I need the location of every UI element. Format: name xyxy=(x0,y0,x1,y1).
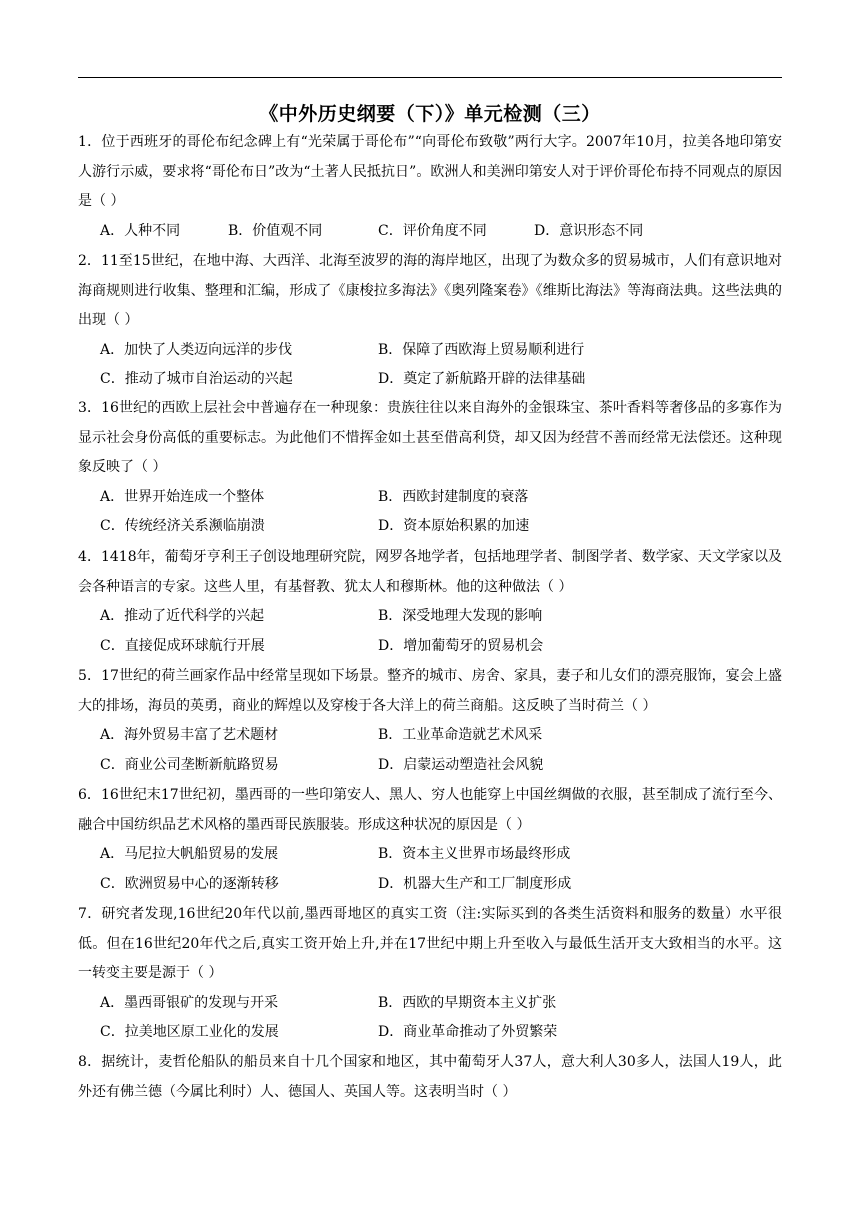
question-2 xyxy=(78,247,782,395)
question-options xyxy=(78,632,782,662)
option-a: A．加快了人类迈向远洋的步伐 xyxy=(100,341,293,358)
option-b: B．西欧的早期资本主义扩张 xyxy=(378,994,557,1011)
option-d: D．机器大生产和工厂制度形成 xyxy=(378,875,572,892)
question-options xyxy=(78,1018,782,1048)
question-stem: 8．据统计，麦哲伦船队的船员来自十几个国家和地区，其中葡萄牙人37人，意大利人30多人，法国人19人，此外还有佛兰德（今属比利时）人、德国人、英国人等。这表明当时（ ） xyxy=(78,1054,782,1100)
option-a: A．人种不同 xyxy=(100,222,181,239)
question-stem: 3．16世纪的西欧上层社会中普遍存在一种现象：贵族往往以来自海外的金银珠宝、茶叶香料等奢侈品的多寡作为显示社会身份高低的重要标志。为此他们不惜挥金如土甚至借高利贷，却又因为经营不善而经常无法偿还。这种现象反映了（ ） xyxy=(78,400,782,475)
option-a: A．世界开始连成一个整体 xyxy=(100,488,265,505)
option-b: B．深受地理大发现的影响 xyxy=(378,608,543,624)
option-d: D．奠定了新航路开辟的法律基础 xyxy=(378,371,586,387)
question-options xyxy=(78,336,782,366)
question-stem: 2．11至15世纪，在地中海、大西洋、北海至波罗的海的海岸地区，出现了为数众多的贸易城市，人们有意识地对海商规则进行收集、整理和汇编，形成了《康梭拉多海法》《奥列隆案卷》《维斯比海法》等海商法典。这些法典的出现（ ） xyxy=(78,253,782,328)
option-b: B．价值观不同 xyxy=(228,222,323,239)
question-6 xyxy=(78,781,782,899)
question-options xyxy=(78,365,782,395)
question-4 xyxy=(78,543,782,661)
option-a: A．海外贸易丰富了艺术题材 xyxy=(100,727,279,743)
option-d: D．增加葡萄牙的贸易机会 xyxy=(378,637,544,654)
question-options xyxy=(78,870,782,900)
option-a: A．推动了近代科学的兴起 xyxy=(100,608,265,624)
option-a: A．马尼拉大帆船贸易的发展 xyxy=(100,846,279,862)
option-d: D．商业革命推动了外贸繁荣 xyxy=(378,1024,558,1040)
option-c: C．传统经济关系濒临崩溃 xyxy=(100,518,265,534)
question-options xyxy=(78,217,782,247)
question-options xyxy=(78,602,782,632)
question-options xyxy=(78,483,782,513)
question-5 xyxy=(78,662,782,780)
option-d: D．启蒙运动塑造社会风貌 xyxy=(378,756,544,773)
question-stem: 1．位于西班牙的哥伦布纪念碑上有“光荣属于哥伦布”“向哥伦布致敬”两行大字。2007年10月，拉美各地印第安人游行示威，要求将“哥伦布日”改为“土著人民抵抗日”。欧洲人和美洲印第安人对于评价哥伦布持不同观点的原因是（ ） xyxy=(78,134,782,209)
option-c: C．评价角度不同 xyxy=(378,222,487,239)
question-7 xyxy=(78,900,782,1048)
question-options xyxy=(78,989,782,1019)
option-c: C．拉美地区原工业化的发展 xyxy=(100,1024,279,1040)
question-options xyxy=(78,512,782,542)
question-1 xyxy=(78,128,782,246)
option-b: B．工业革命造就艺术风采 xyxy=(378,727,543,743)
option-a: A．墨西哥银矿的发现与开采 xyxy=(100,994,279,1011)
page-title: 《中外历史纲要（下）》单元检测（三） xyxy=(259,103,601,125)
option-c: C．商业公司垄断新航路贸易 xyxy=(100,756,279,773)
option-d: D．资本原始积累的加速 xyxy=(378,518,530,534)
option-d: D．意识形态不同 xyxy=(534,222,644,239)
question-3 xyxy=(78,394,782,542)
option-b: B．资本主义世界市场最终形成 xyxy=(378,846,571,862)
option-c: C．欧洲贸易中心的逐渐转移 xyxy=(100,875,279,892)
header-rule xyxy=(78,77,782,78)
question-stem: 6．16世纪末17世纪初，墨西哥的一些印第安人、黑人、穷人也能穿上中国丝绸做的衣服，甚至制成了流行至今、融合中国纺织品艺术风格的墨西哥民族服装。形成这种状况的原因是（ ） xyxy=(78,787,782,833)
question-stem: 5．17世纪的荷兰画家作品中经常呈现如下场景。整齐的城市、房舍、家具，妻子和儿女们的漂亮服饰，宴会上盛大的排场，海员的英勇，商业的辉煌以及穿梭于各大洋上的荷兰商船。这反映了当时荷兰（ ） xyxy=(78,668,782,714)
question-stem: 7．研究者发现,16世纪20年代以前,墨西哥地区的真实工资（注:实际买到的各类生活资料和服务的数量）水平很低。但在16世纪20年代之后,真实工资开始上升,并在17世纪中期上升至收入与最低生活开支大致相当的水平。这一转变主要是源于（ ） xyxy=(78,906,782,981)
question-options xyxy=(78,721,782,751)
option-c: C．直接促成环球航行开展 xyxy=(100,637,265,654)
question-options xyxy=(78,751,782,781)
option-b: B．保障了西欧海上贸易顺利进行 xyxy=(378,341,585,358)
question-options xyxy=(78,840,782,870)
option-c: C．推动了城市自治运动的兴起 xyxy=(100,371,293,387)
question-8 xyxy=(78,1048,782,1107)
option-b: B．西欧封建制度的衰落 xyxy=(378,488,529,505)
question-stem: 4．1418年，葡萄牙亨利王子创设地理研究院，网罗各地学者，包括地理学者、制图学者、数学家、天文学家以及会各种语言的专家。这些人里，有基督教、犹太人和穆斯林。他的这种做法（ ） xyxy=(78,549,782,595)
